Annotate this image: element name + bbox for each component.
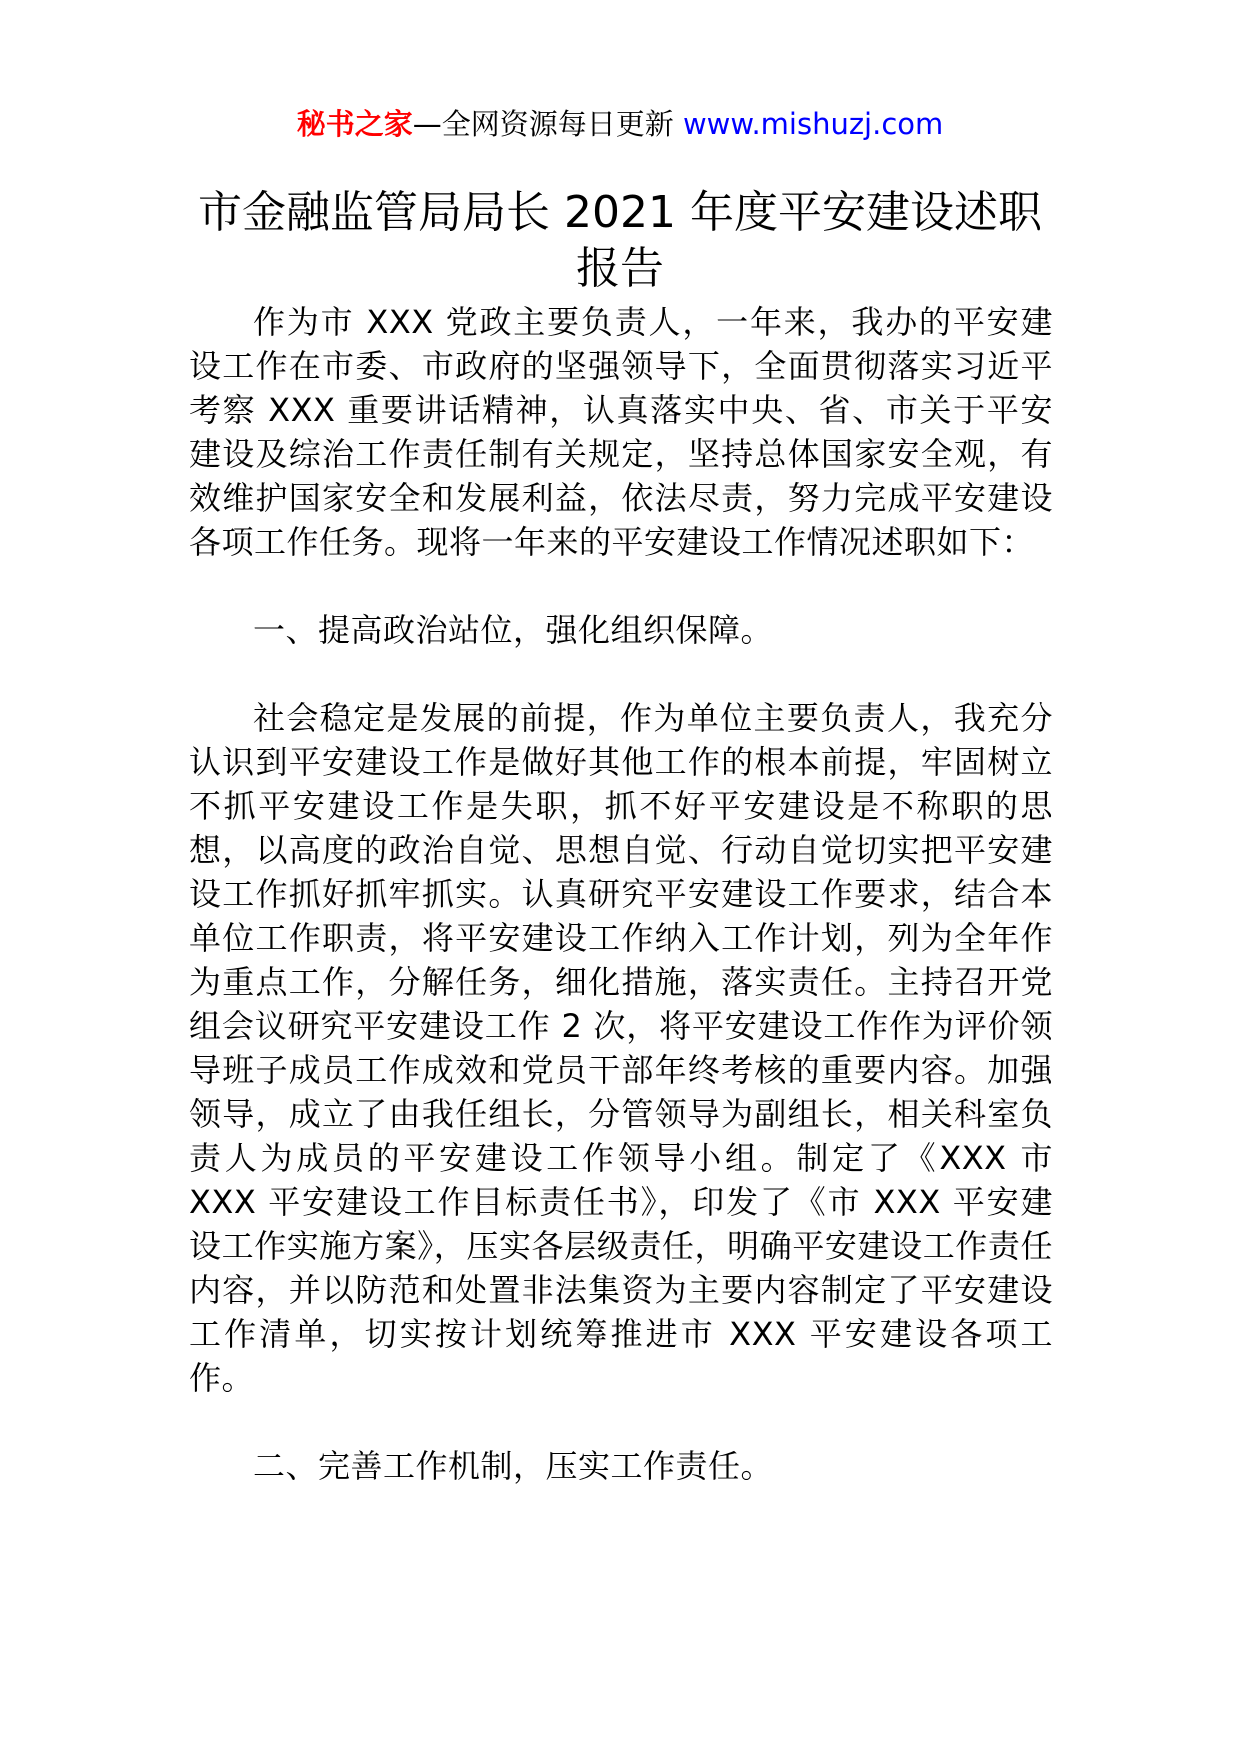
section-heading-1: 一、提高政治站位，强化组织保障。 [253,611,774,649]
site-url-link[interactable]: www.mishuzj.com [682,107,944,141]
document-body [189,300,1053,1488]
section-1-paragraph: 社会稳定是发展的前提，作为单位主要负责人，我充分认识到平安建设工作是做好其他工作的根本前提，牢固树立不抓平安建设工作是失职，抓不好平安建设是不称职的思想，以高度的政治自觉、思想自觉、行动自觉切实把平安建设工作抓好抓牢抓实。认真研究平安建设工作要求，结合本单位工作职责，将平安建设工作纳入工作计划，列为全年作为重点工作，分解任务，细化措施，落实责任。主持召开党组会议研究平安建设工作 2 次，将平安建设工作作为评价领导班子成员工作成效和党员干部年终考核的重要内容。加强领导，成立了由我任组长，分管领导为副组长，相关科室负责人为成员的平安建设工作领导小组。制定了《XXX 市 XXX 平安建设工作目标责任书》，印发了《市 XXX 平安建设工作实施方案》，压实各层级责任，明确平安建设工作责任内容，并以防范和处置非法集资为主要内容制定了平安建设工作清单，切实按计划统筹推进市 XXX 平安建设各项工作。 [189,699,1053,1397]
site-header [0,104,1240,144]
header-tagline: —全网资源每日更新 [412,107,674,141]
intro-paragraph: 作为市 XXX 党政主要负责人，一年来，我办的平安建设工作在市委、市政府的坚强领导下，全面贯彻落实习近平考察 XXX 重要讲话精神，认真落实中央、省、市关于平安建设及综治工作责任制有关规定，坚持总体国家安全观，有效维护国家安全和发展利益，依法尽责，努力完成平安建设各项工作任务。现将一年来的平安建设工作情况述职如下： [189,303,1053,561]
brand-name: 秘书之家 [296,107,413,141]
section-heading-2: 二、完善工作机制，压实工作责任。 [253,1447,774,1485]
document-title: 市金融监管局局长 2021 年度平安建设述职报告 [198,187,1042,295]
